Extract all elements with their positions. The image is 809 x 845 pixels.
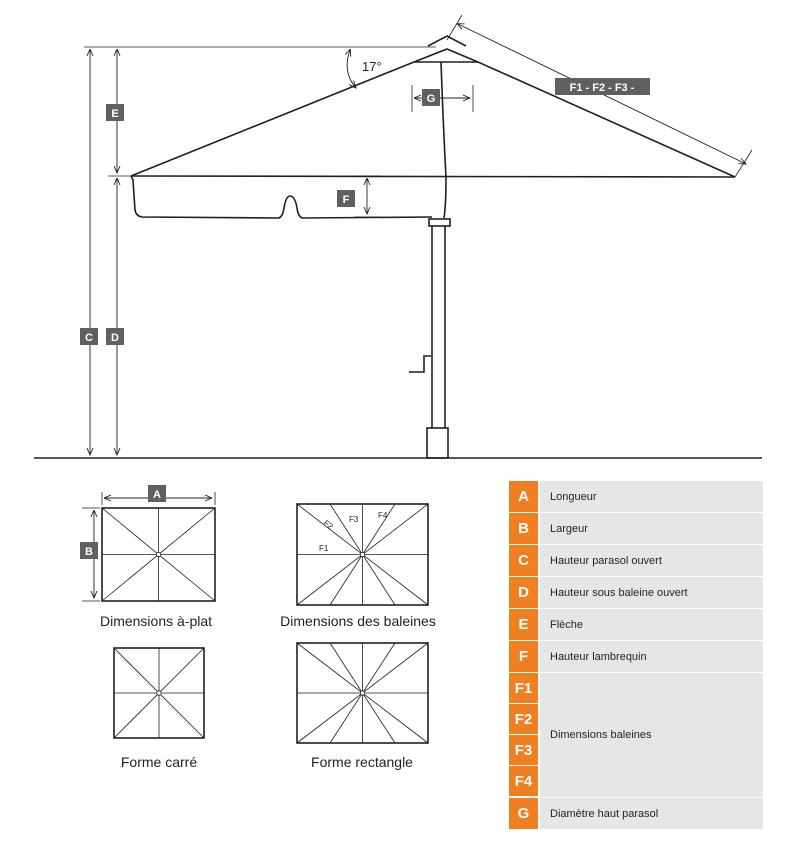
- svg-text:D: D: [111, 332, 119, 344]
- legend-label: Longueur: [540, 481, 763, 512]
- legend-row-f: [509, 641, 763, 673]
- legend-row-b: [509, 513, 763, 545]
- rectangle-shape-figure: [297, 643, 428, 743]
- legend-key: F1: [509, 673, 540, 704]
- legend-key: B: [509, 513, 540, 544]
- rib-label-f1: F1: [319, 544, 329, 553]
- legend-label: Hauteur parasol ouvert: [540, 545, 763, 576]
- badge-g: [422, 89, 440, 106]
- legend-row-a: [509, 481, 763, 513]
- legend-label: Diamètre haut parasol: [540, 798, 763, 829]
- badge-b: [80, 542, 98, 559]
- rib-label-f4: F4: [378, 511, 388, 520]
- flat-dimensions-figure: [80, 485, 215, 601]
- legend-key: C: [509, 545, 540, 576]
- badge-e: [106, 104, 124, 121]
- svg-text:G: G: [426, 93, 436, 105]
- legend-key: E: [509, 609, 540, 640]
- legend-row-e: [509, 609, 763, 641]
- legend-label: Hauteur lambrequin: [540, 641, 763, 672]
- rib-dimensions-figure: [297, 504, 428, 605]
- legend-label: Largeur: [540, 513, 763, 544]
- legend-key: F4: [509, 766, 540, 797]
- legend-key: F: [509, 641, 540, 672]
- legend-label: Flèche: [540, 609, 763, 640]
- badge-d: [106, 328, 124, 345]
- svg-text:B: B: [85, 546, 93, 558]
- svg-text:F: F: [342, 194, 350, 206]
- legend-table: [509, 481, 763, 830]
- legend-key: A: [509, 481, 540, 512]
- badge-fleche: [555, 78, 650, 95]
- legend-row-d: [509, 577, 763, 609]
- rib-label-f3: F3: [349, 515, 359, 524]
- caption-ribs: Dimensions des baleines: [280, 613, 436, 629]
- legend-label: Hauteur sous baleine ouvert: [540, 577, 763, 608]
- umbrella-pole: [409, 62, 450, 458]
- svg-text:F1 - F2 - F3 -: F1 - F2 - F3 -: [569, 82, 635, 94]
- svg-text:E: E: [111, 108, 119, 120]
- badge-a: [148, 485, 166, 502]
- legend-row-ribs: [509, 673, 763, 798]
- angle-arc: [347, 50, 356, 88]
- legend-row-g: [509, 798, 763, 830]
- badge-c: [80, 328, 98, 345]
- legend-row-c: [509, 545, 763, 577]
- angle-label: 17°: [362, 59, 382, 74]
- legend-key: G: [509, 798, 540, 829]
- square-shape-figure: [114, 648, 204, 738]
- legend-key: F2: [509, 704, 540, 735]
- caption-flat: Dimensions à-plat: [99, 613, 213, 629]
- caption-rectangle: Forme rectangle: [311, 754, 413, 770]
- umbrella-canopy: [131, 36, 735, 218]
- legend-key: F3: [509, 735, 540, 766]
- svg-text:C: C: [85, 332, 93, 344]
- legend-keys-ribs: [509, 673, 540, 797]
- legend-label: Dimensions baleines: [540, 673, 763, 797]
- badge-f: [337, 190, 355, 207]
- svg-text:A: A: [153, 489, 161, 501]
- rib-label-f2: F2: [321, 518, 335, 532]
- legend-key: D: [509, 577, 540, 608]
- caption-square: Forme carré: [120, 754, 198, 770]
